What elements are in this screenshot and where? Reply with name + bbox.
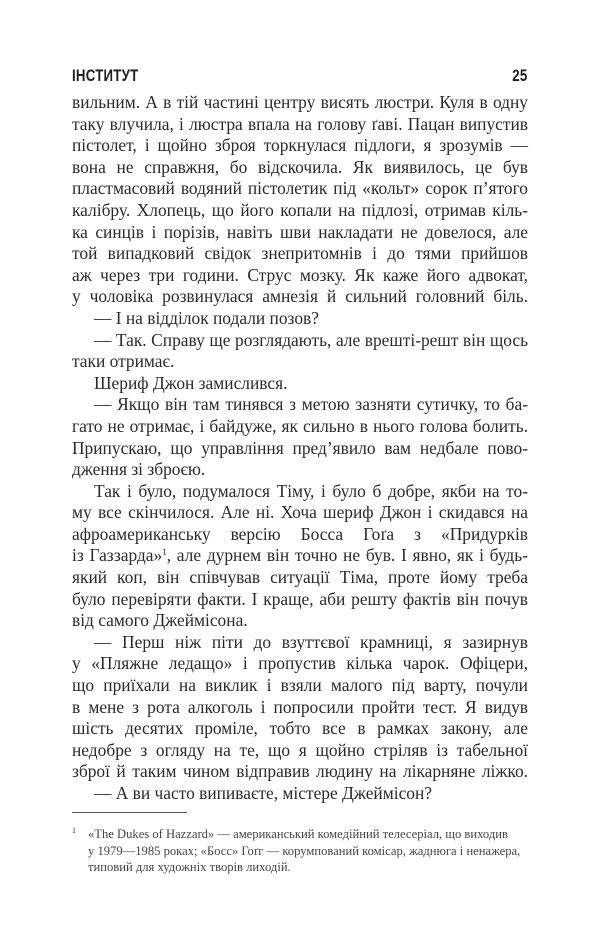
text-line: [72, 718, 528, 740]
text-line: [72, 675, 528, 697]
text-line-content: Так і було, подумалося Тіму, і було б добре, якби на то-: [94, 480, 528, 501]
text-line-content: , але дурнем він точно не був. І явно, як і будь-: [166, 545, 529, 566]
footnote-divider: [72, 812, 187, 813]
text-line-content: той випадковий свідок знепритомнів і до тями прийшов: [72, 243, 528, 264]
text-line-content: таки отримає.: [72, 351, 175, 372]
text-line: [72, 243, 528, 265]
text-line-content: аж через три години. Струс мозку. Як каже його адвокат,: [72, 264, 528, 285]
text-line: [72, 200, 528, 222]
text-line-content: ка синців і порізів, навіть шви накладати не довелося, але: [72, 221, 528, 242]
text-line-content: із Газзарда»: [72, 545, 163, 566]
text-line: [72, 135, 528, 157]
footnote-text: типовий для художніх творів лиходій.: [88, 860, 291, 874]
text-line: [72, 438, 528, 460]
text-line-content: недобре з огляду на те, що я щойно стріляв із табельної: [72, 739, 528, 760]
text-line: [72, 459, 528, 481]
text-line: [72, 330, 528, 352]
text-line-content: зброї й таким чином відправив людину на лікарняне ліжко.: [72, 761, 528, 782]
text-line-content: калібру. Хлопець, що його копали на підлозі, отримав кіль-: [72, 199, 528, 220]
text-line: [72, 92, 528, 114]
text-line-content: гато не отримає, і байдуже, як сильно в нього голова болить.: [72, 415, 528, 436]
text-line: [72, 394, 528, 416]
body-text: [72, 92, 528, 805]
text-line-content: було перевіряти факти. І краще, аби решту фактів він почув: [72, 588, 528, 609]
running-header: [72, 66, 528, 86]
text-line: [72, 373, 528, 395]
text-line-content: що приїхали на виклик і взяли малого під варту, почули: [72, 675, 528, 696]
text-line-content: таку влучила, і люстра впала на голову ґаві. Пацан випустив: [72, 113, 528, 134]
page-number: 25: [512, 66, 528, 85]
text-line-content: — Якщо він там тинявся з метою зазняти сутичку, то ба-: [94, 394, 528, 415]
text-line: [72, 286, 528, 308]
text-line-content: Шериф Джон замислився.: [94, 372, 288, 393]
text-line: [72, 524, 528, 546]
text-line: [72, 589, 528, 611]
text-line-content: му все скінчилося. Але ні. Хоча шериф Джон і скидався на: [72, 502, 528, 523]
text-line: [72, 157, 528, 179]
text-line: [72, 783, 528, 805]
text-line-content: Припускаю, що управління пред’явило вам недбале пово-: [72, 437, 528, 458]
book-title: ІНСТИТУТ: [72, 66, 139, 85]
text-line: [72, 567, 528, 589]
text-line-content: пластмасовий водяний пістолетик під «кольт» сорок п’ятого: [72, 178, 528, 199]
text-line-content: у «Пляжне ледащо» і пропустив кілька чарок. Офіцери,: [72, 653, 528, 674]
text-line-content: — Так. Справу ще розглядають, але врешті-решт він щось: [94, 329, 528, 350]
text-line: [72, 761, 528, 783]
text-line-content: пістолет, і щойно зброя торкнулася підлоги, я зрозумів —: [72, 135, 528, 156]
text-line-content: вильним. А в тій частині центру висять люстри. Куля в одну: [72, 92, 528, 112]
text-line-content: — А ви часто випиваєте, містере Джеймісон?: [94, 783, 433, 803]
footnote: [72, 826, 528, 876]
text-line-content: — І на відділок подали позов?: [94, 307, 319, 328]
text-line: [72, 178, 528, 200]
text-line-content: який коп, він співчував ситуації Тіма, проте йому треба: [72, 567, 528, 588]
text-line: [72, 740, 528, 762]
footnote-line: [72, 826, 528, 843]
text-line: [72, 114, 528, 136]
text-line: [72, 265, 528, 287]
text-line: [72, 632, 528, 654]
text-line-content: — Перш ніж піти до взуттєвої крамниці, я зазирнув: [94, 631, 528, 652]
footnote-line: [72, 843, 528, 860]
text-line-content: від самого Джеймісона.: [72, 610, 248, 631]
text-line-content: в мене з рота алкоголь і попросили пройти тест. Я видув: [72, 696, 528, 717]
text-line: [72, 653, 528, 675]
text-line: [72, 308, 528, 330]
text-line: [72, 222, 528, 244]
text-line: [72, 481, 528, 503]
text-line: [72, 416, 528, 438]
text-line-content: у чоловіка розвинулася амнезія й сильний головний біль.: [72, 286, 528, 307]
text-line: [72, 545, 528, 567]
footnote-text: «The Dukes of Hazzard» — американський комедійний телесеріал, що виходив: [88, 827, 508, 841]
footnote-reference[interactable]: 1: [162, 547, 167, 558]
footnote-mark: 1: [72, 826, 76, 835]
text-line: [72, 351, 528, 373]
text-line: [72, 610, 528, 632]
footnote-text: у 1979—1985 роках; «Босс» Гоґг — корумпований комісар, жаднюга і ненажера,: [88, 843, 521, 858]
text-line: [72, 697, 528, 719]
text-line-content: шість десятих проміле, тобто все в рамках закону, але: [72, 718, 528, 739]
text-line: [72, 502, 528, 524]
footnote-line: [72, 859, 528, 876]
text-line-content: вона не справжня, бо відскочила. Як виявилось, це був: [72, 156, 528, 177]
text-line-content: афроамериканську версію Босса Гоґа з «Придурків: [72, 523, 528, 544]
text-line-content: дження зі зброєю.: [72, 459, 206, 480]
